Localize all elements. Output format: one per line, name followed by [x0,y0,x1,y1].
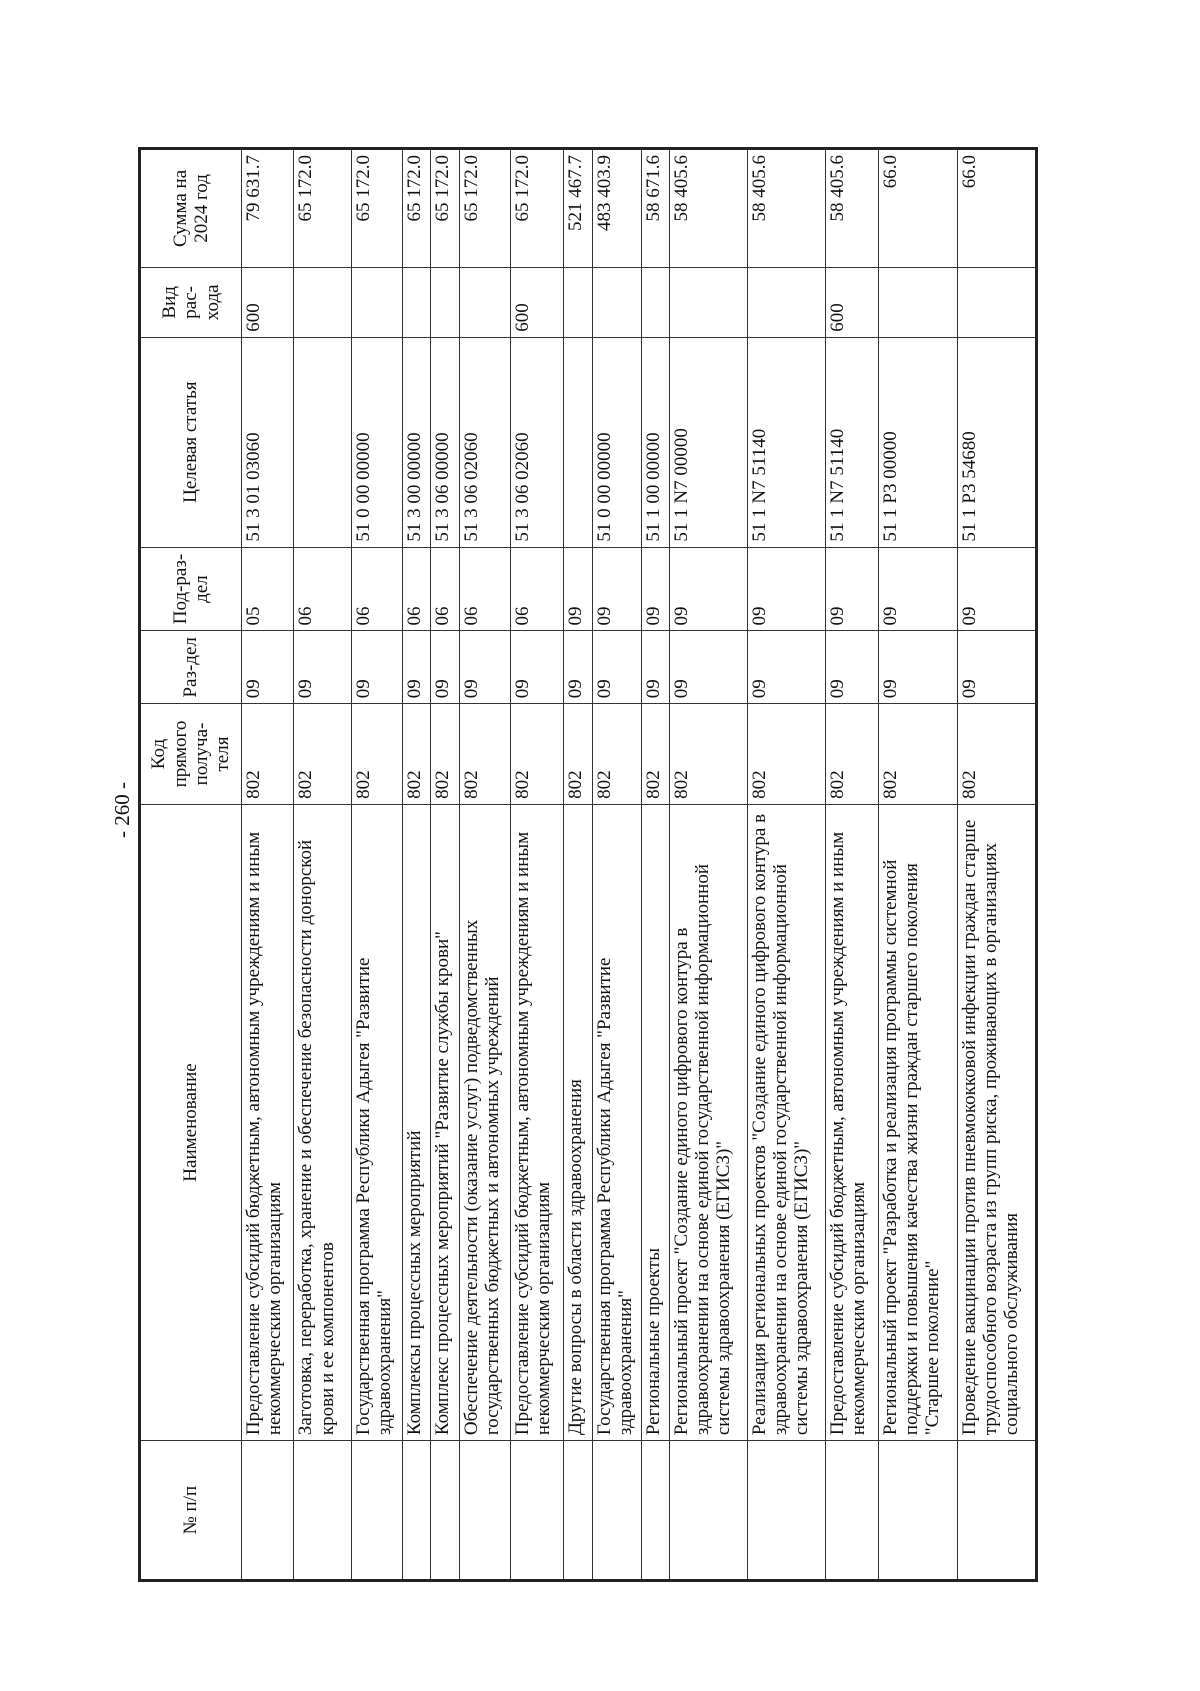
cell-num [642,1441,670,1581]
cell-name: Комплекс процессных мероприятий "Развитие службы крови" [430,804,459,1440]
cell-recipient-code: 802 [878,704,957,805]
table-row [669,149,747,1581]
cell-sum: 58 405.6 [747,149,825,268]
cell-subsection: 09 [825,547,878,631]
cell-target-article: 51 0 00 00000 [593,337,642,547]
cell-section: 09 [351,631,402,704]
cell-sum: 66.0 [957,149,1036,268]
cell-section: 09 [642,631,670,704]
cell-name: Предоставление субсидий бюджетным, автономным учреждениям и иным некоммерческим организациям [242,804,294,1440]
cell-subsection: 09 [642,547,670,631]
cell-target-article: 51 1 N7 00000 [669,337,747,547]
cell-section: 09 [510,631,563,704]
cell-name: Государственная программа Республики Адыгея "Развитие здравоохранения" [351,804,402,1440]
cell-recipient-code: 802 [957,704,1036,805]
header-target-article: Целевая статья [140,337,242,547]
cell-section: 09 [564,631,593,704]
cell-sum: 79 631.7 [242,149,294,268]
cell-expense-type [459,267,510,337]
cell-target-article: 51 1 00 00000 [642,337,670,547]
cell-num [242,1441,294,1581]
budget-table-container [138,147,1038,1582]
table-body [242,149,1037,1581]
cell-num [747,1441,825,1581]
cell-name: Другие вопросы в области здравоохранения [564,804,593,1440]
cell-recipient-code: 802 [242,704,294,805]
table-row [878,149,957,1581]
cell-section: 09 [669,631,747,704]
cell-name: Проведение вакцинации против пневмококковой инфекции граждан старше трудоспособного возраста из групп риска, проживающих в организациях социального обслуживания [957,804,1036,1440]
cell-subsection: 09 [878,547,957,631]
cell-num [669,1441,747,1581]
table-row [459,149,510,1581]
cell-name: Государственная программа Республики Адыгея "Развитие здравоохранения" [593,804,642,1440]
cell-target-article: 51 3 00 00000 [403,337,431,547]
table-row [351,149,402,1581]
cell-name: Региональный проект "Создание единого цифрового контура в здравоохранении на основе единой государственной информационной системы здравоохранения (ЕГИСЗ)" [669,804,747,1440]
cell-subsection: 06 [430,547,459,631]
cell-sum: 521 467.7 [564,149,593,268]
cell-expense-type [430,267,459,337]
table-row [642,149,670,1581]
cell-target-article: 51 1 P3 00000 [878,337,957,547]
cell-target-article: 51 1 N7 51140 [825,337,878,547]
cell-sum: 66.0 [878,149,957,268]
cell-recipient-code: 802 [459,704,510,805]
cell-num [593,1441,642,1581]
cell-recipient-code: 802 [403,704,431,805]
cell-sum: 65 172.0 [459,149,510,268]
cell-section: 09 [878,631,957,704]
cell-name: Комплексы процессных мероприятий [403,804,431,1440]
cell-expense-type [878,267,957,337]
header-subsection: Под-раз-дел [140,547,242,631]
cell-recipient-code: 802 [564,704,593,805]
cell-section: 09 [242,631,294,704]
cell-num [878,1441,957,1581]
cell-target-article: 51 0 00 00000 [351,337,402,547]
table-row [403,149,431,1581]
table-row [957,149,1036,1581]
cell-num [403,1441,431,1581]
table-row [510,149,563,1581]
cell-subsection: 09 [669,547,747,631]
cell-subsection: 09 [593,547,642,631]
cell-name: Реализация региональных проектов "Создание единого цифрового контура в здравоохранении на основе единой государственной информационной системы здравоохранения (ЕГИСЗ)" [747,804,825,1440]
cell-subsection: 06 [510,547,563,631]
cell-section: 09 [430,631,459,704]
cell-subsection: 06 [351,547,402,631]
cell-expense-type: 600 [510,267,563,337]
cell-subsection: 06 [403,547,431,631]
cell-expense-type [747,267,825,337]
cell-section: 09 [957,631,1036,704]
cell-recipient-code: 802 [747,704,825,805]
header-name: Наименование [140,804,242,1440]
table-row [825,149,878,1581]
cell-expense-type [642,267,670,337]
cell-num [351,1441,402,1581]
cell-recipient-code: 802 [510,704,563,805]
cell-recipient-code: 802 [294,704,352,805]
cell-recipient-code: 802 [825,704,878,805]
table-header [140,149,242,1581]
cell-recipient-code: 802 [669,704,747,805]
cell-num [459,1441,510,1581]
cell-sum: 58 405.6 [669,149,747,268]
cell-expense-type [564,267,593,337]
cell-num [510,1441,563,1581]
cell-sum: 58 671.6 [642,149,670,268]
cell-expense-type [957,267,1036,337]
cell-subsection: 09 [957,547,1036,631]
cell-target-article [294,337,352,547]
header-section: Раз-дел [140,631,242,704]
cell-expense-type: 600 [242,267,294,337]
cell-recipient-code: 802 [351,704,402,805]
table-row [242,149,294,1581]
table-row [564,149,593,1581]
cell-target-article: 51 3 06 02060 [459,337,510,547]
cell-section: 09 [747,631,825,704]
cell-expense-type [351,267,402,337]
cell-expense-type [403,267,431,337]
cell-name: Региональный проект "Разработка и реализация программы системной поддержки и повышения качества жизни граждан старшего поколения "Старшее поколение" [878,804,957,1440]
cell-subsection: 06 [459,547,510,631]
cell-sum: 65 172.0 [510,149,563,268]
cell-name: Предоставление субсидий бюджетным, автономным учреждениям и иным некоммерческим организациям [825,804,878,1440]
cell-num [430,1441,459,1581]
table-row [294,149,352,1581]
cell-name: Предоставление субсидий бюджетным, автономным учреждениям и иным некоммерческим организациям [510,804,563,1440]
cell-expense-type: 600 [825,267,878,337]
cell-name: Заготовка, переработка, хранение и обеспечение безопасности донорской крови и ее компонентов [294,804,352,1440]
table-row [593,149,642,1581]
cell-subsection: 06 [294,547,352,631]
cell-expense-type [669,267,747,337]
header-expense-type: Вид рас-хода [140,267,242,337]
cell-section: 09 [459,631,510,704]
header-recipient-code: Код прямого получа-теля [140,704,242,805]
cell-target-article: 51 3 06 02060 [510,337,563,547]
cell-sum: 65 172.0 [403,149,431,268]
cell-num [957,1441,1036,1581]
cell-subsection: 05 [242,547,294,631]
cell-target-article: 51 3 01 03060 [242,337,294,547]
cell-expense-type [294,267,352,337]
cell-recipient-code: 802 [593,704,642,805]
cell-sum: 65 172.0 [351,149,402,268]
cell-expense-type [593,267,642,337]
cell-recipient-code: 802 [642,704,670,805]
cell-target-article: 51 1 P3 54680 [957,337,1036,547]
cell-section: 09 [825,631,878,704]
cell-section: 09 [593,631,642,704]
table-row [430,149,459,1581]
cell-recipient-code: 802 [430,704,459,805]
cell-sum: 58 405.6 [825,149,878,268]
cell-subsection: 09 [564,547,593,631]
cell-name: Региональные проекты [642,804,670,1440]
table-row [747,149,825,1581]
cell-sum: 65 172.0 [294,149,352,268]
cell-num [564,1441,593,1581]
cell-num [825,1441,878,1581]
cell-sum: 483 403.9 [593,149,642,268]
budget-table [138,147,1038,1582]
header-sum-2024: Сумма на 2024 год [140,149,242,268]
page-number: - 260 - [110,782,134,838]
cell-target-article: 51 1 N7 51140 [747,337,825,547]
cell-target-article [564,337,593,547]
cell-section: 09 [294,631,352,704]
cell-subsection: 09 [747,547,825,631]
cell-target-article: 51 3 06 00000 [430,337,459,547]
cell-section: 09 [403,631,431,704]
cell-name: Обеспечение деятельности (оказание услуг) подведомственных государственных бюджетных и автономных учреждений [459,804,510,1440]
cell-sum: 65 172.0 [430,149,459,268]
header-num: № п/п [140,1441,242,1581]
cell-num [294,1441,352,1581]
